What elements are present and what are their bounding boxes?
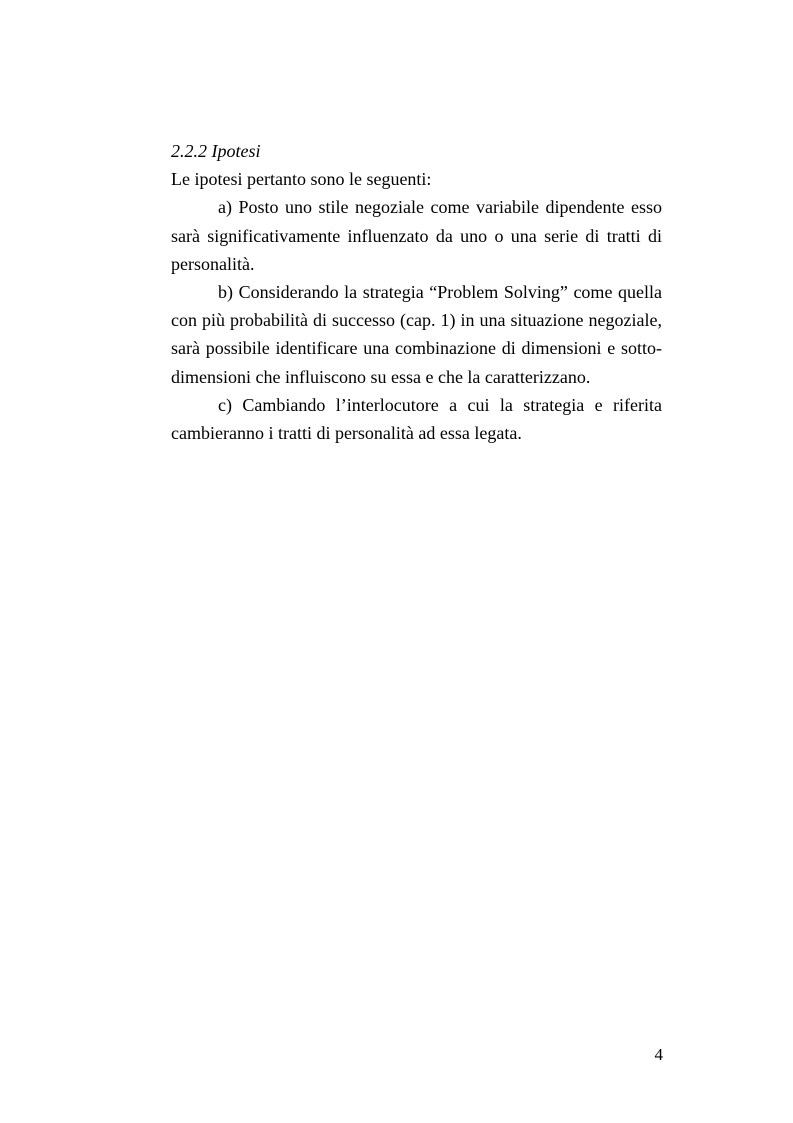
page-number: 4	[654, 1045, 663, 1064]
hypothesis-a: a) Posto uno stile negoziale come variabile dipendente esso sarà significativamente influenzato da uno o una serie di tratti di personalità.	[171, 197, 662, 274]
section-heading: 2.2.2 Ipotesi	[171, 141, 261, 161]
hypothesis-b: b) Considerando la strategia “Problem Solving” come quella con più probabilità di successo (cap. 1) in una situazione negoziale, sarà possibile identificare una combinazione di dimensioni e sotto-dimensioni che influiscono su essa e che la caratterizzano.	[171, 282, 662, 387]
document-body	[171, 137, 662, 447]
hypothesis-c: c) Cambiando l’interlocutore a cui la strategia e riferita cambieranno i tratti di personalità ad essa legata.	[171, 394, 662, 444]
intro-paragraph: Le ipotesi pertanto sono le seguenti:	[171, 169, 432, 190]
